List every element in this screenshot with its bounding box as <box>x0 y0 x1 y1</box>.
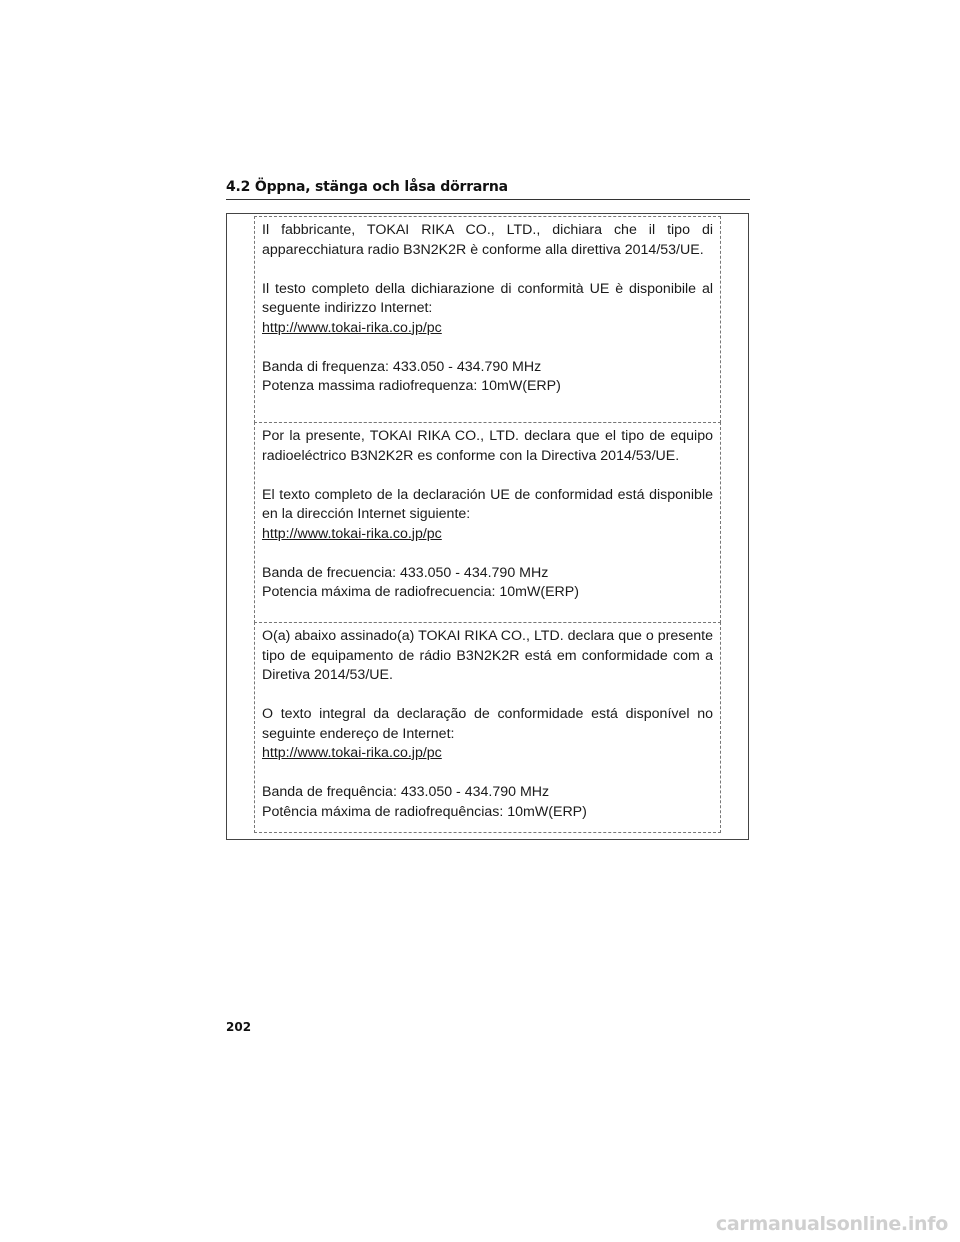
declaration-text: Por la presente, TOKAI RIKA CO., LTD. declara que el tipo de equipo radioeléctrico B3N2K2R es conforme con la Directiva 2014/53/UE. <box>262 428 713 464</box>
power-text: Potenza massima radiofrequenza: 10mW(ERP) <box>262 378 561 394</box>
declaration-text: O(a) abaixo assinado(a) TOKAI RIKA CO., LTD. declara que o presente tipo de equipamento de rádio B3N2K2R está em conformidade com a Diretiva 2014/53/UE. <box>262 628 713 683</box>
watermark: carmanualsonline.info <box>715 1213 948 1235</box>
frequency-text: Banda de frecuencia: 433.050 - 434.790 MHz <box>262 564 549 581</box>
power-text: Potencia máxima de radiofrecuencia: 10mW(ERP) <box>262 584 579 600</box>
availability-text: Il testo completo della dichiarazione di conformità UE è disponibile al seguente indirizzo Internet: <box>262 280 713 316</box>
frequency-text: Banda de frequência: 433.050 - 434.790 MHz <box>262 784 550 800</box>
availability-text: O texto integral da declaração de conformidade está disponível no seguinte endereço de Internet: <box>262 706 713 742</box>
page-number: 202 <box>226 1020 252 1034</box>
availability-text: El texto completo de la declaración UE de conformidad está disponible en la dirección Internet siguiente: <box>262 486 713 522</box>
notice-spanish <box>254 422 721 623</box>
section-header: 4.2 Öppna, stänga och låsa dörrarna <box>226 179 750 200</box>
frequency-text: Banda di frequenza: 433.050 - 434.790 MHz <box>262 358 542 375</box>
notice-portuguese <box>254 622 721 833</box>
declaration-link[interactable]: http://www.tokai-rika.co.jp/pc <box>262 745 442 761</box>
declaration-link[interactable]: http://www.tokai-rika.co.jp/pc <box>262 319 442 336</box>
declaration-link[interactable]: http://www.tokai-rika.co.jp/pc <box>262 525 442 542</box>
notice-italian <box>254 216 721 423</box>
power-text: Potência máxima de radiofrequências: 10mW(ERP) <box>262 803 587 820</box>
declaration-text: Il fabbricante, TOKAI RIKA CO., LTD., dichiara che il tipo di apparecchiatura radio B3N2K2R è conforme alla direttiva 2014/53/UE. <box>262 222 713 258</box>
